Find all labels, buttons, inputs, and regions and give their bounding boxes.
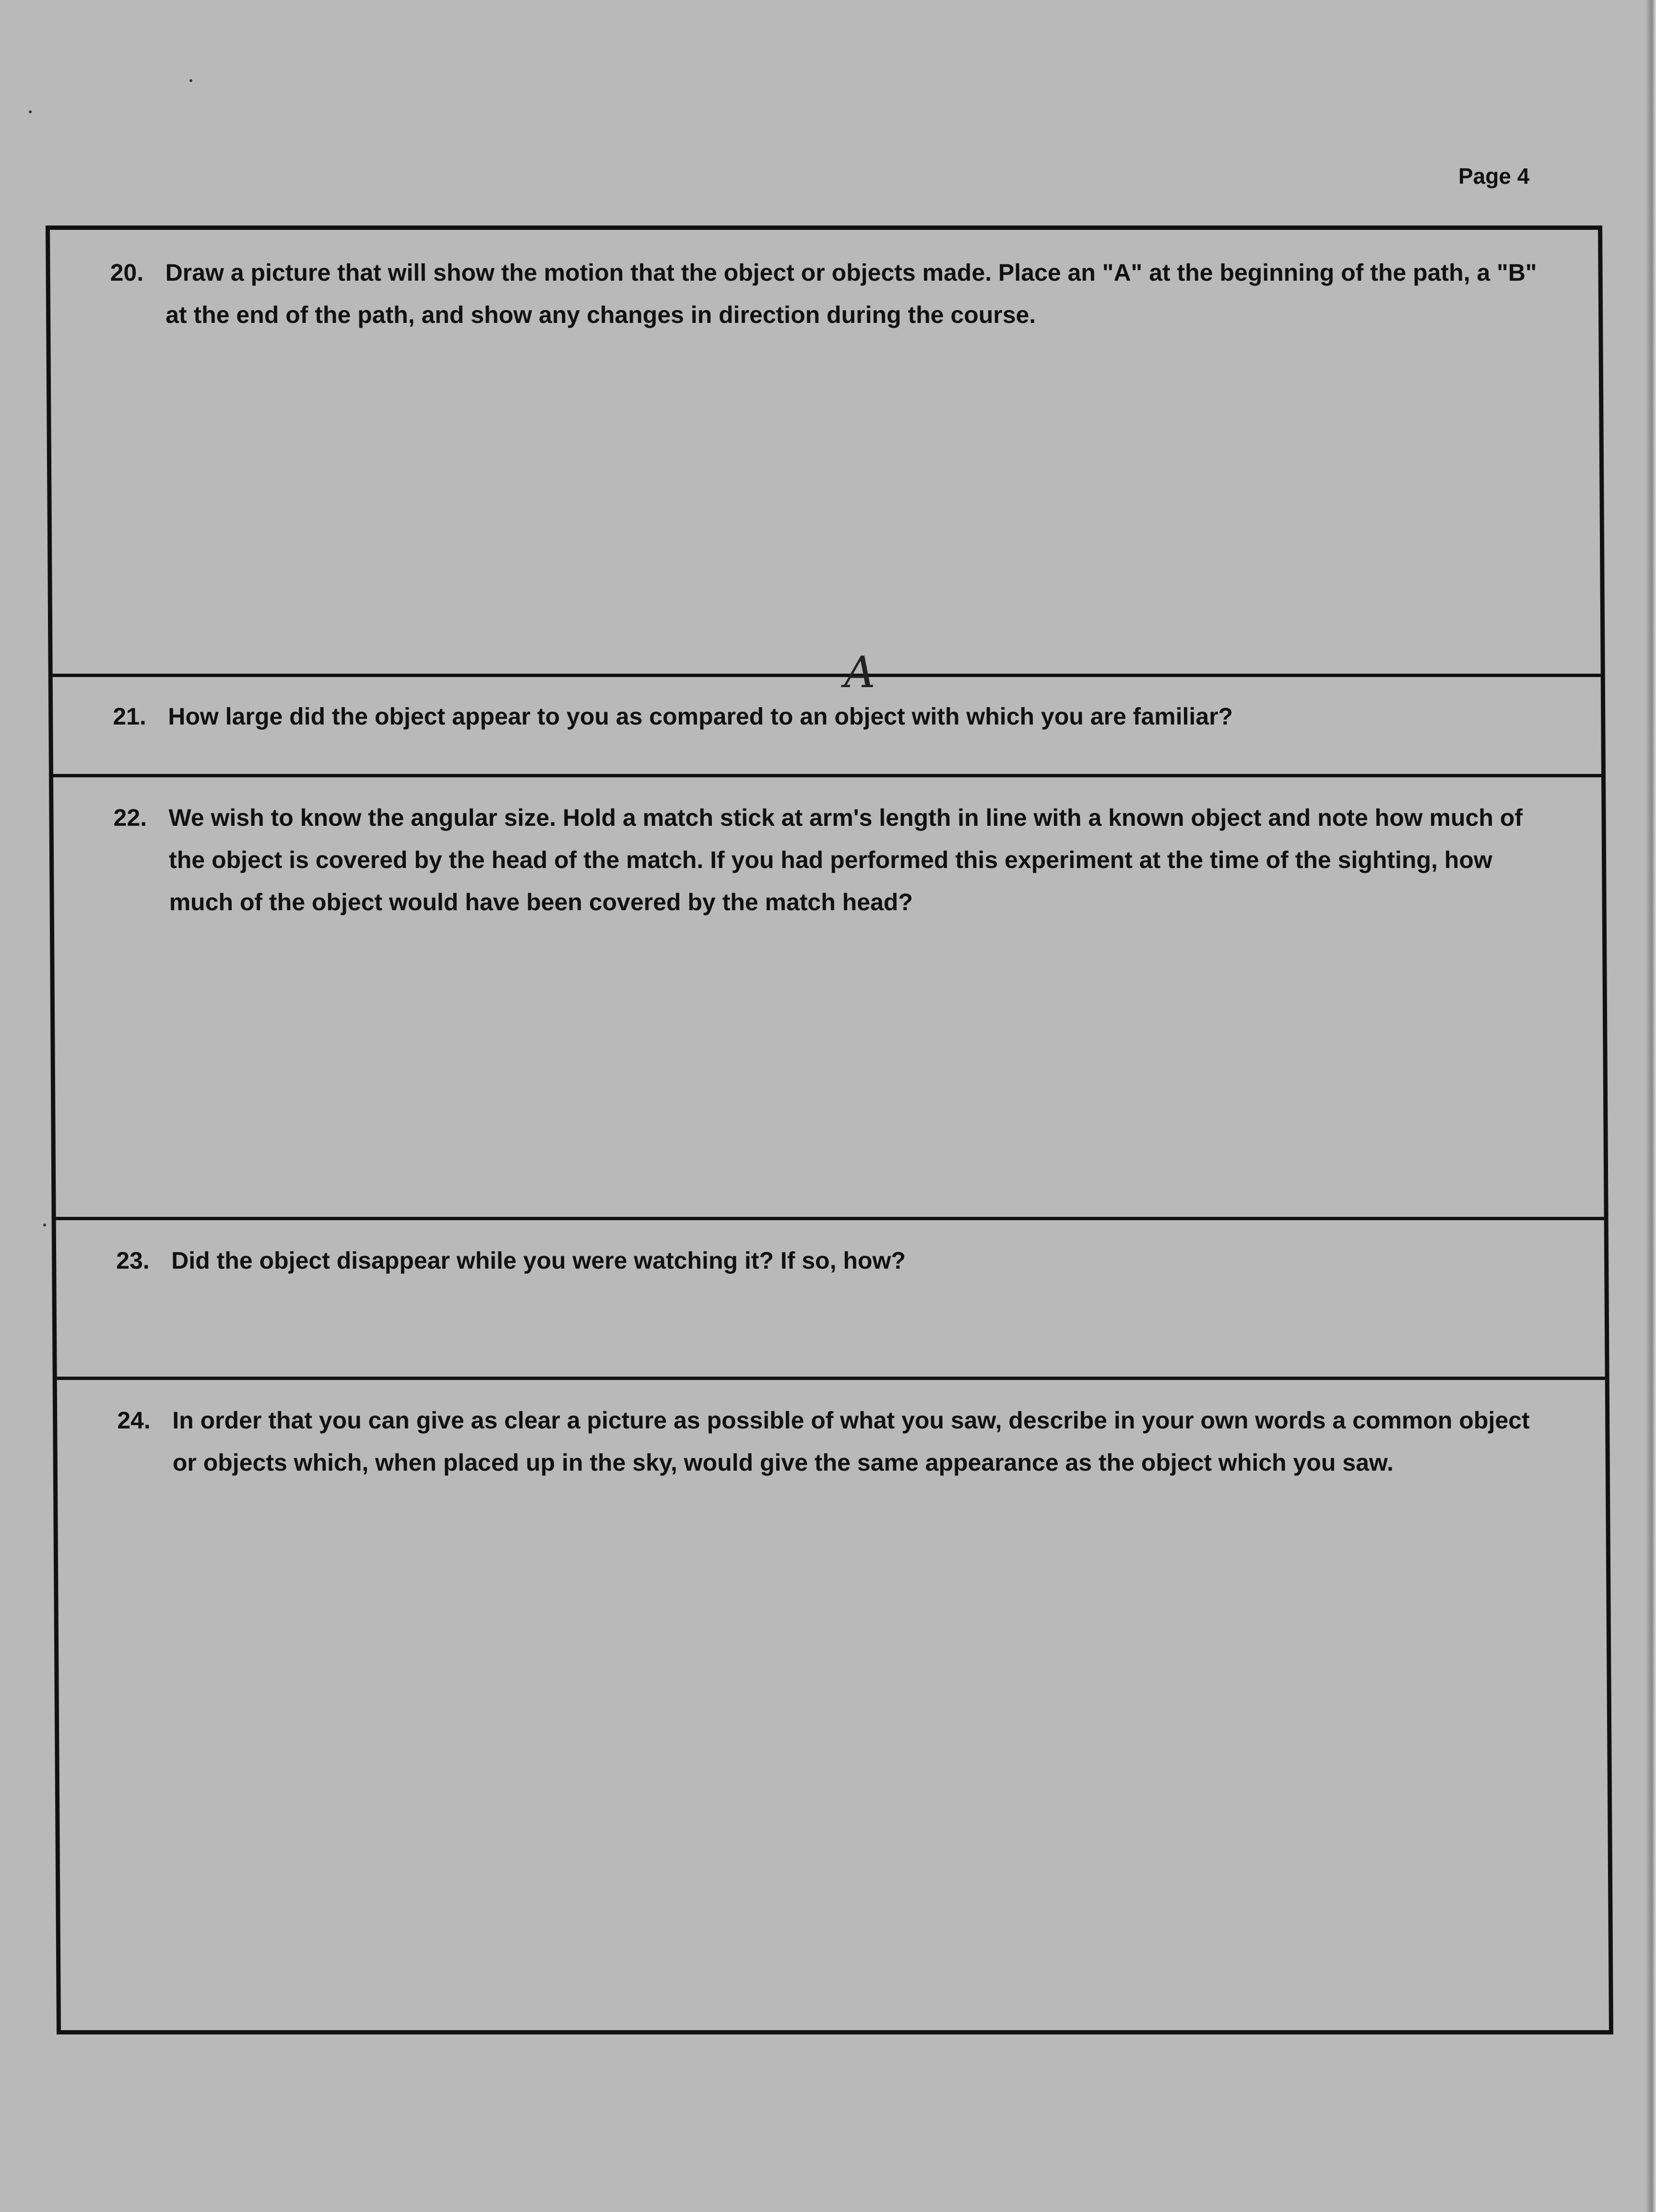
question-number: 24. xyxy=(117,1407,151,1434)
question-text: Did the object disappear while you were watching it? If so, how? xyxy=(171,1247,906,1274)
question-23 xyxy=(56,1220,1605,1380)
scan-edge xyxy=(1645,0,1656,2212)
page-number: Page 4 xyxy=(1458,164,1530,189)
questionnaire-form xyxy=(46,226,1613,2034)
question-number: 21. xyxy=(113,703,146,730)
question-24 xyxy=(57,1380,1609,2030)
question-text: Draw a picture that will show the motion that the object or objects made. Place an "A" at the beginning of the path, a "B" at the end of the path, and show any changes in direction during the course. xyxy=(165,259,1537,328)
question-text: In order that you can give as clear a picture as possible of what you saw, describe in your own words a common object or objects which, when placed up in the sky, would give the same appearance as the object which you saw. xyxy=(172,1407,1530,1476)
question-number: 22. xyxy=(113,804,147,831)
question-text: We wish to know the angular size. Hold a match stick at arm's length in line with a known object and note how much of the object is covered by the head of the match. If you had performed this experiment at the time of the sighting, how much of the object would have been covered by the match head? xyxy=(168,804,1523,916)
question-22 xyxy=(53,777,1604,1220)
speck xyxy=(43,1224,46,1226)
speck xyxy=(189,79,192,82)
speck xyxy=(29,110,32,113)
question-20 xyxy=(50,230,1601,677)
question-number: 23. xyxy=(116,1247,150,1274)
question-number: 20. xyxy=(110,259,144,286)
question-text: How large did the object appear to you as compared to an object with which you are familiar? xyxy=(168,703,1233,730)
handwritten-answer: A xyxy=(844,647,876,698)
question-21 xyxy=(53,677,1601,777)
